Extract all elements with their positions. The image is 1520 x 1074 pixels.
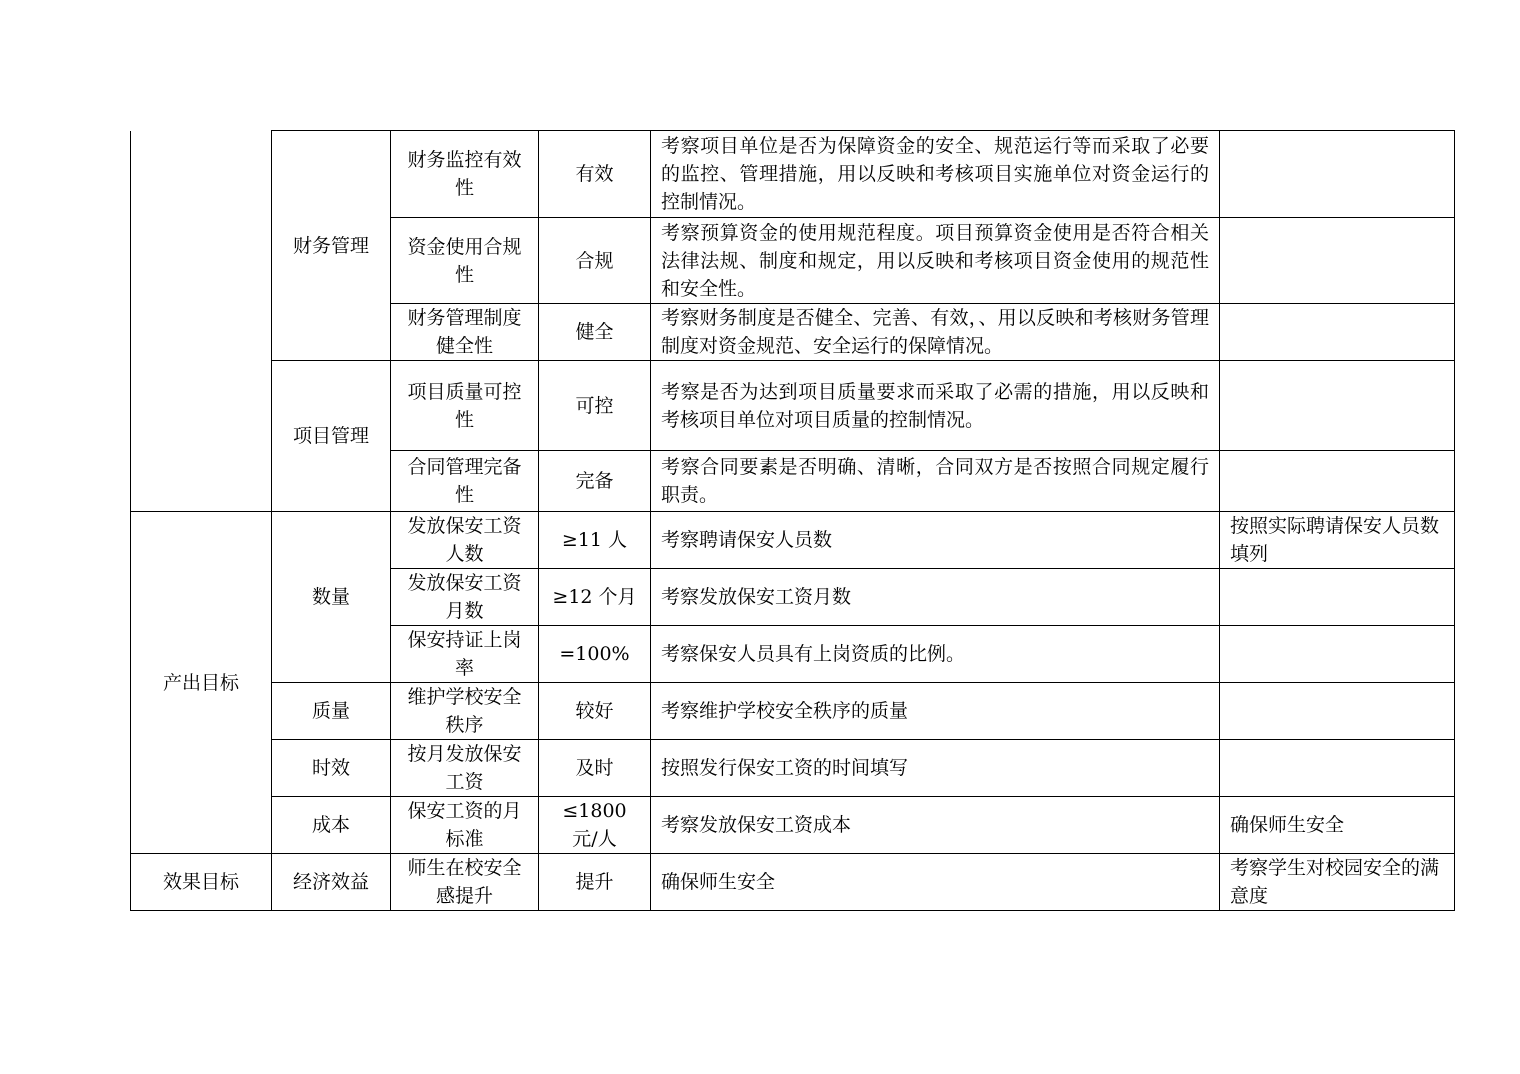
target-value-cell: =100% (539, 626, 651, 683)
note-cell (1220, 740, 1455, 797)
indicator-table (130, 130, 1455, 911)
level2-cell-quality: 质量 (272, 683, 391, 740)
level1-cell-output-targets: 产出目标 (131, 512, 272, 854)
description-cell: 考察聘请保安人员数 (651, 512, 1220, 569)
table-row (131, 797, 1455, 854)
level3-cell: 保安持证上岗率 (391, 626, 539, 683)
level3-cell: 资金使用合规性 (391, 218, 539, 304)
table-row (131, 131, 1455, 218)
target-value-cell: 提升 (539, 854, 651, 911)
table-row (131, 683, 1455, 740)
target-value-cell: ≥12 个月 (539, 569, 651, 626)
level3-cell: 师生在校安全感提升 (391, 854, 539, 911)
level3-cell: 发放保安工资人数 (391, 512, 539, 569)
level3-cell: 按月发放保安工资 (391, 740, 539, 797)
description-cell: 考察保安人员具有上岗资质的比例。 (651, 626, 1220, 683)
level1-cell-effect-targets: 效果目标 (131, 854, 272, 911)
note-cell: 确保师生安全 (1220, 797, 1455, 854)
description-cell: 按照发行保安工资的时间填写 (651, 740, 1220, 797)
level3-cell: 合同管理完备性 (391, 451, 539, 512)
note-cell (1220, 683, 1455, 740)
target-value-cell: 合规 (539, 218, 651, 304)
table-row (131, 854, 1455, 911)
description-cell: 确保师生安全 (651, 854, 1220, 911)
level2-cell-quantity: 数量 (272, 512, 391, 683)
description-cell: 考察发放保安工资月数 (651, 569, 1220, 626)
target-value-cell: 有效 (539, 131, 651, 218)
description-cell: 考察项目单位是否为保障资金的安全、规范运行等而采取了必要的监控、管理措施，用以反映和考核项目实施单位对资金运行的控制情况。 (651, 131, 1220, 218)
target-value-cell: 可控 (539, 361, 651, 451)
level2-cell-cost: 成本 (272, 797, 391, 854)
target-value-cell: 健全 (539, 304, 651, 361)
table-row (131, 740, 1455, 797)
level1-cell-blank (131, 131, 272, 512)
level3-cell: 维护学校安全秩序 (391, 683, 539, 740)
note-cell (1220, 131, 1455, 218)
level3-cell: 财务监控有效性 (391, 131, 539, 218)
level3-cell: 保安工资的月标准 (391, 797, 539, 854)
note-cell (1220, 451, 1455, 512)
target-value-cell: 完备 (539, 451, 651, 512)
note-cell (1220, 304, 1455, 361)
note-cell: 按照实际聘请保安人员数填列 (1220, 512, 1455, 569)
description-cell: 考察财务制度是否健全、完善、有效，、用以反映和考核财务管理制度对资金规范、安全运行的保障情况。 (651, 304, 1220, 361)
target-value-cell: 较好 (539, 683, 651, 740)
level3-cell: 发放保安工资月数 (391, 569, 539, 626)
description-cell: 考察合同要素是否明确、清晰，合同双方是否按照合同规定履行职责。 (651, 451, 1220, 512)
level2-cell-project-management: 项目管理 (272, 361, 391, 512)
target-value-cell: ≤1800 元/人 (539, 797, 651, 854)
level2-cell-economic-benefit: 经济效益 (272, 854, 391, 911)
level3-cell: 项目质量可控性 (391, 361, 539, 451)
note-cell (1220, 569, 1455, 626)
note-cell: 考察学生对校园安全的满意度 (1220, 854, 1455, 911)
level3-cell: 财务管理制度健全性 (391, 304, 539, 361)
description-cell: 考察维护学校安全秩序的质量 (651, 683, 1220, 740)
note-cell (1220, 361, 1455, 451)
description-cell: 考察预算资金的使用规范程度。项目预算资金使用是否符合相关法律法规、制度和规定，用以反映和考核项目资金使用的规范性和安全性。 (651, 218, 1220, 304)
description-cell: 考察发放保安工资成本 (651, 797, 1220, 854)
level2-cell-financial-management: 财务管理 (272, 131, 391, 361)
note-cell (1220, 626, 1455, 683)
level2-cell-timeliness: 时效 (272, 740, 391, 797)
table-row (131, 512, 1455, 569)
target-value-cell: 及时 (539, 740, 651, 797)
table-row (131, 361, 1455, 451)
target-value-cell: ≥11 人 (539, 512, 651, 569)
note-cell (1220, 218, 1455, 304)
description-cell: 考察是否为达到项目质量要求而采取了必需的措施，用以反映和考核项目单位对项目质量的控制情况。 (651, 361, 1220, 451)
